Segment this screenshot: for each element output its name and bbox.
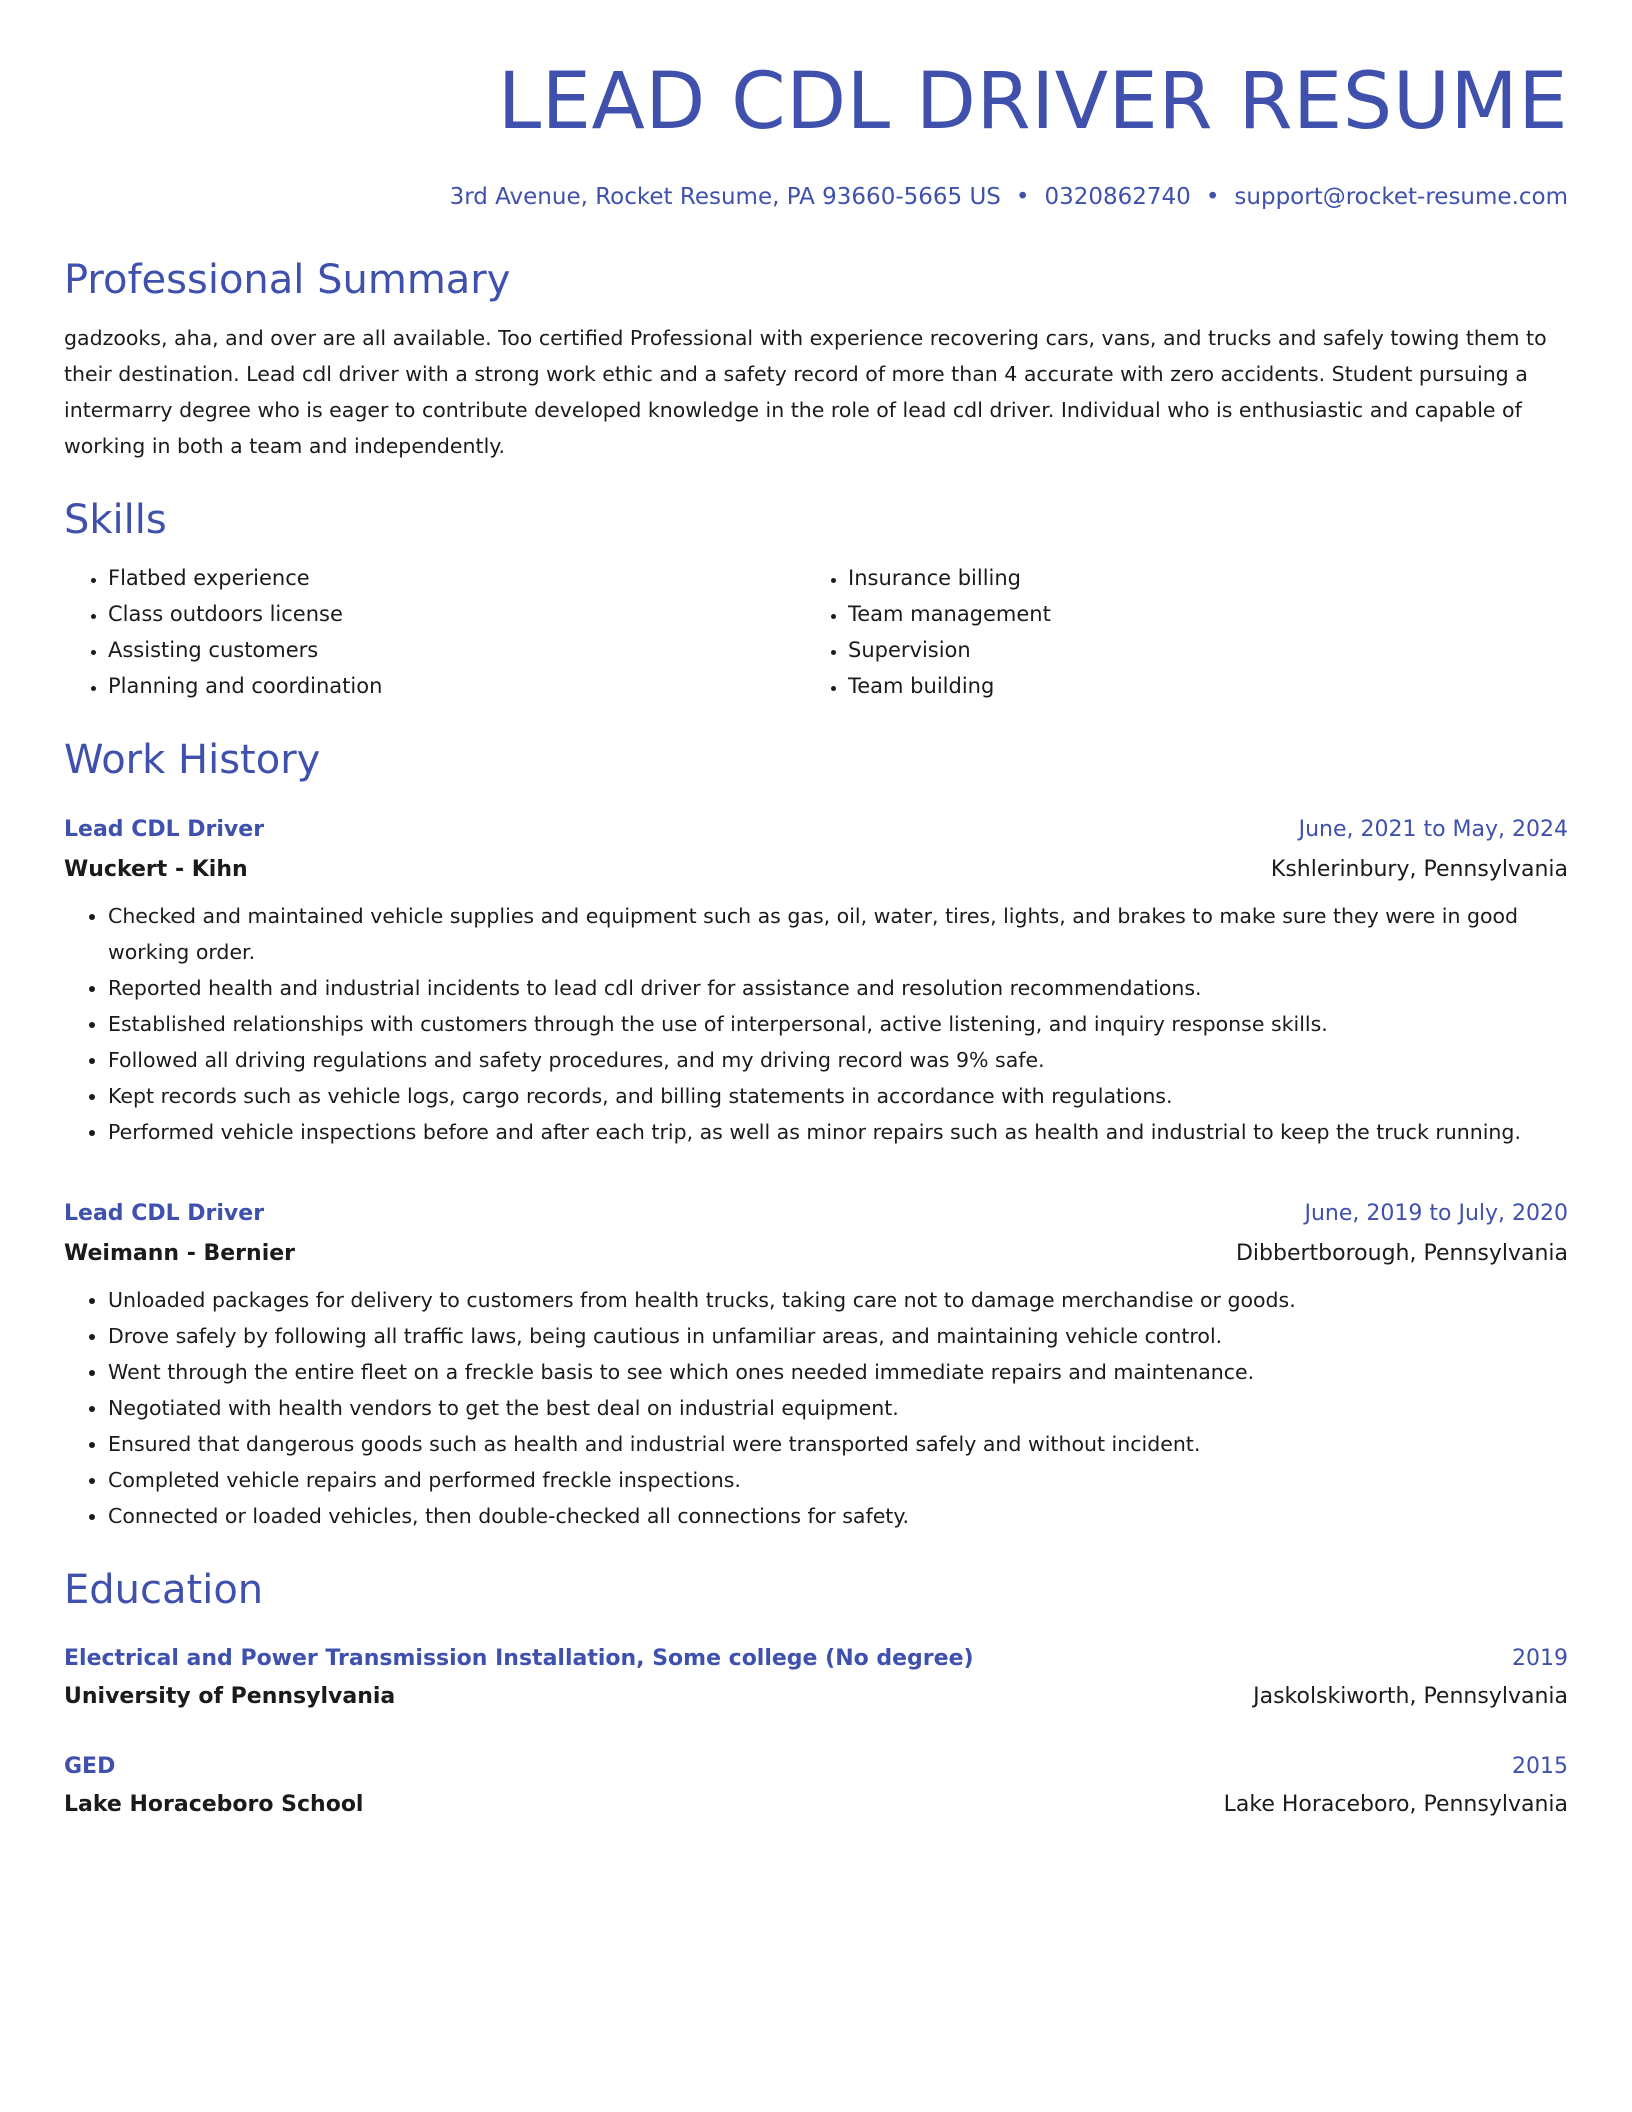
education-header-row xyxy=(64,1640,1568,1678)
job-role: Lead CDL Driver xyxy=(64,817,265,842)
contact-separator: • xyxy=(1015,184,1030,210)
contact-address: 3rd Avenue, Rocket Resume, PA 93660-5665 US xyxy=(449,184,1001,210)
job-bullet: • Followed all driving regulations and safety procedures, and my driving record was 9% safe. xyxy=(108,1042,1568,1078)
skill-item: • Team building xyxy=(848,668,1544,704)
contact-line xyxy=(64,180,1568,214)
job-bullet: • Reported health and industrial incidents to lead cdl driver for assistance and resolution recommendations. xyxy=(108,970,1568,1006)
skills-column-right xyxy=(804,560,1544,704)
skills-list xyxy=(64,560,1568,704)
education-degree: Electrical and Power Transmission Installation, Some college (No degree) xyxy=(64,1646,974,1671)
job-bullet: • Ensured that dangerous goods such as health and industrial were transported safely and without incident. xyxy=(108,1426,1568,1462)
summary-text: gadzooks, aha, and over are all available. Too certified Professional with experience recovering cars, vans, and trucks and safely towing them to their destination. Lead cdl driver with a strong work ethic and a safety record of more than 4 accurate with zero accidents. Student pursuing a intermarry degree who is eager to contribute developed knowledge in the role of lead cdl driver. Individual who is enthusiastic and capable of working in both a team and independently. xyxy=(64,326,1547,458)
job-bullet: • Kept records such as vehicle logs, cargo records, and billing statements in accordance with regulations. xyxy=(108,1078,1568,1114)
job-company: Weimann - Bernier xyxy=(64,1241,295,1266)
job-role: Lead CDL Driver xyxy=(64,1201,265,1226)
education-heading: Education xyxy=(64,1567,264,1613)
education-entry xyxy=(64,1640,1568,1716)
job-bullets xyxy=(64,898,1568,1150)
job-bullet: • Connected or loaded vehicles, then double-checked all connections for safety. xyxy=(108,1498,1568,1534)
education-header-row xyxy=(64,1748,1568,1786)
job-dates: June, 2021 to May, 2024 xyxy=(1298,817,1568,842)
contact-separator: • xyxy=(1205,184,1220,210)
job-location: Dibbertborough, Pennsylvania xyxy=(1235,1241,1568,1266)
education-entry xyxy=(64,1748,1568,1824)
job-dates: June, 2019 to July, 2020 xyxy=(1304,1201,1568,1226)
education-location: Lake Horaceboro, Pennsylvania xyxy=(1223,1792,1568,1817)
job-bullet: • Completed vehicle repairs and performed freckle inspections. xyxy=(108,1462,1568,1498)
job-header-row xyxy=(64,1194,1568,1234)
job-bullet: • Checked and maintained vehicle supplies and equipment such as gas, oil, water, tires, lights, and brakes to make sure they were in good working order. xyxy=(108,898,1568,970)
education-school: Lake Horaceboro School xyxy=(64,1792,364,1817)
education-school-row xyxy=(64,1678,1568,1716)
job-bullets xyxy=(64,1282,1568,1534)
job-bullet: • Went through the entire fleet on a freckle basis to see which ones needed immediate repairs and maintenance. xyxy=(108,1354,1568,1390)
education-degree: GED xyxy=(64,1754,116,1779)
contact-phone: 0320862740 xyxy=(1044,184,1191,210)
education-school: University of Pennsylvania xyxy=(64,1684,396,1709)
education-year: 2019 xyxy=(1512,1646,1568,1671)
job-company-row xyxy=(64,1234,1568,1274)
job-header-row xyxy=(64,810,1568,850)
skill-item: • Assisting customers xyxy=(108,632,804,668)
job-company: Wuckert - Kihn xyxy=(64,857,248,882)
skills-heading: Skills xyxy=(64,497,167,543)
job-bullet: • Negotiated with health vendors to get the best deal on industrial equipment. xyxy=(108,1390,1568,1426)
job-company-row xyxy=(64,850,1568,890)
job-bullet: • Established relationships with customers through the use of interpersonal, active listening, and inquiry response skills. xyxy=(108,1006,1568,1042)
skill-item: • Supervision xyxy=(848,632,1544,668)
job-bullet: • Unloaded packages for delivery to customers from health trucks, taking care not to damage merchandise or goods. xyxy=(108,1282,1568,1318)
job-entry xyxy=(64,1194,1568,1534)
education-school-row xyxy=(64,1786,1568,1824)
contact-email[interactable]: support@rocket-resume.com xyxy=(1234,184,1568,210)
skill-item: • Insurance billing xyxy=(848,560,1544,596)
job-location: Kshlerinbury, Pennsylvania xyxy=(1270,857,1568,882)
skill-item: • Planning and coordination xyxy=(108,668,804,704)
summary-heading: Professional Summary xyxy=(64,257,511,303)
work-history-heading: Work History xyxy=(64,737,321,783)
skills-column-left xyxy=(64,560,804,704)
resume-title: LEAD CDL DRIVER RESUME xyxy=(497,57,1568,147)
job-bullet: • Drove safely by following all traffic laws, being cautious in unfamiliar areas, and maintaining vehicle control. xyxy=(108,1318,1568,1354)
skill-item: • Class outdoors license xyxy=(108,596,804,632)
job-bullet: • Performed vehicle inspections before and after each trip, as well as minor repairs such as health and industrial to keep the truck running. xyxy=(108,1114,1568,1150)
job-entry xyxy=(64,810,1568,1150)
skill-item: • Team management xyxy=(848,596,1544,632)
education-location: Jaskolskiworth, Pennsylvania xyxy=(1253,1684,1568,1709)
skill-item: • Flatbed experience xyxy=(108,560,804,596)
education-year: 2015 xyxy=(1512,1754,1568,1779)
